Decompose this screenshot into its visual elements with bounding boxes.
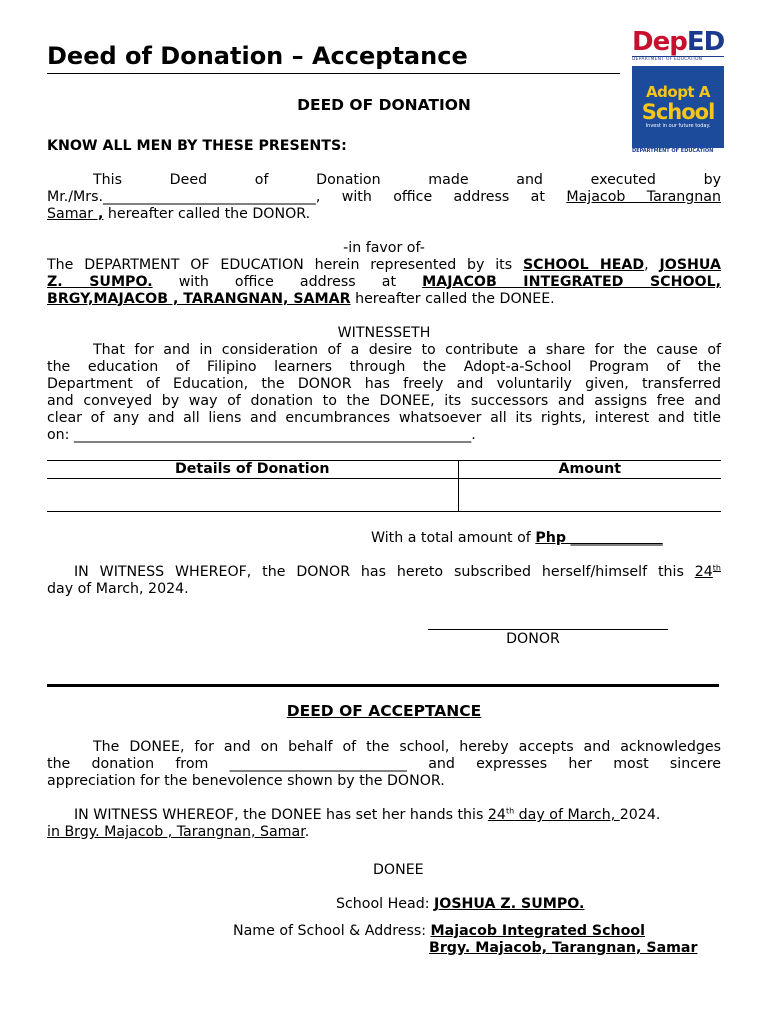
donation-para2-line2: Z. SUMPO. with office address at MAJACOB INTEGRATED SCHOOL, [47,274,721,290]
deped-agency-label: DEPARTMENT OF EDUCATION [632,56,724,63]
title-underline [47,73,620,74]
in-favor-of: -in favor of- [343,240,425,256]
amount-cell [458,479,721,512]
donation-para3-line4: and conveyed by way of donation to the DONEE, its successors and assigns free and [47,393,721,409]
donor-signature-line [428,629,668,630]
section-divider [47,684,719,687]
acceptance-para1-line3: appreciation for the benevolence shown by the DONOR. [47,773,445,789]
donation-para3-line3: Department of Education, the DONOR has freely and voluntarily given, transferred [47,376,721,392]
donation-para1-line3: Samar , hereafter called the DONOR. [47,206,311,222]
details-cell [47,479,458,512]
donation-para3-line2: the education of Filipino learners through the Adopt-a-School Program of the [47,359,721,375]
adopt-a-school-badge: Adopt A School Invest in our future today. [632,66,724,148]
deped-adopt-a-school-logo [632,28,726,155]
donor-label: DONOR [506,631,560,647]
amount-column-header: Amount [458,461,721,479]
donor-witness-line1: IN WITNESS WHEREOF, the DONOR has hereto subscribed herself/himself this 24th [74,563,721,580]
total-amount-line: With a total amount of Php _____________ [371,530,663,546]
donation-heading: DEED OF DONATION [297,96,471,114]
know-all-men: KNOW ALL MEN BY THESE PRESENTS: [47,138,347,154]
donation-para2-line3: BRGY,MAJACOB , TARANGNAN, SAMAR hereafter called the DONEE. [47,291,555,307]
acceptance-para1-line2: the donation from _________________________ and expresses her most sincere [47,756,721,772]
donee-witness-line2: in Brgy. Majacob , Tarangnan, Samar. [47,824,310,840]
donee-witness-line1: IN WITNESS WHEREOF, the DONEE has set her hands this 24th day of March, 2024. [74,806,661,823]
donation-para3-line5: clear of any and all liens and encumbrances whatsoever all its rights, interest and title [47,410,721,426]
school-address-line: Brgy. Majacob, Tarangnan, Samar [429,940,698,956]
deped-wordmark: DepED [632,27,725,57]
donation-para1-line1: This Deed of Donation made and executed by [93,172,721,188]
donor-witness-line2: day of March, 2024. [47,581,189,597]
table-header-row [47,461,721,479]
acceptance-para1-line1: The DONEE, for and on behalf of the school, hereby accepts and acknowledges [93,739,721,755]
school-head-line: School Head: JOSHUA Z. SUMPO. [336,896,585,912]
details-column-header: Details of Donation [47,461,458,479]
logo-footer: DEPARTMENT OF EDUCATION [632,148,714,154]
table-row [47,479,721,512]
donation-para3-line6: on: ________________________________________________________. [47,427,476,443]
donation-para2-line1: The DEPARTMENT OF EDUCATION herein represented by its SCHOOL HEAD, JOSHUA [47,257,721,273]
donee-label: DONEE [373,862,424,878]
school-name-line: Name of School & Address: Majacob Integrated School [233,923,646,939]
donation-para1-line2: Mr./Mrs.______________________________, with office address at Majacob Tarangnan [47,189,721,205]
acceptance-heading: DEED OF ACCEPTANCE [286,702,482,720]
witnesseth: WITNESSETH [337,325,431,341]
donation-details-table [47,460,721,512]
document-title: Deed of Donation – Acceptance [47,42,468,70]
donation-para3-line1: That for and in consideration of a desire to contribute a share for the cause of [93,342,721,358]
